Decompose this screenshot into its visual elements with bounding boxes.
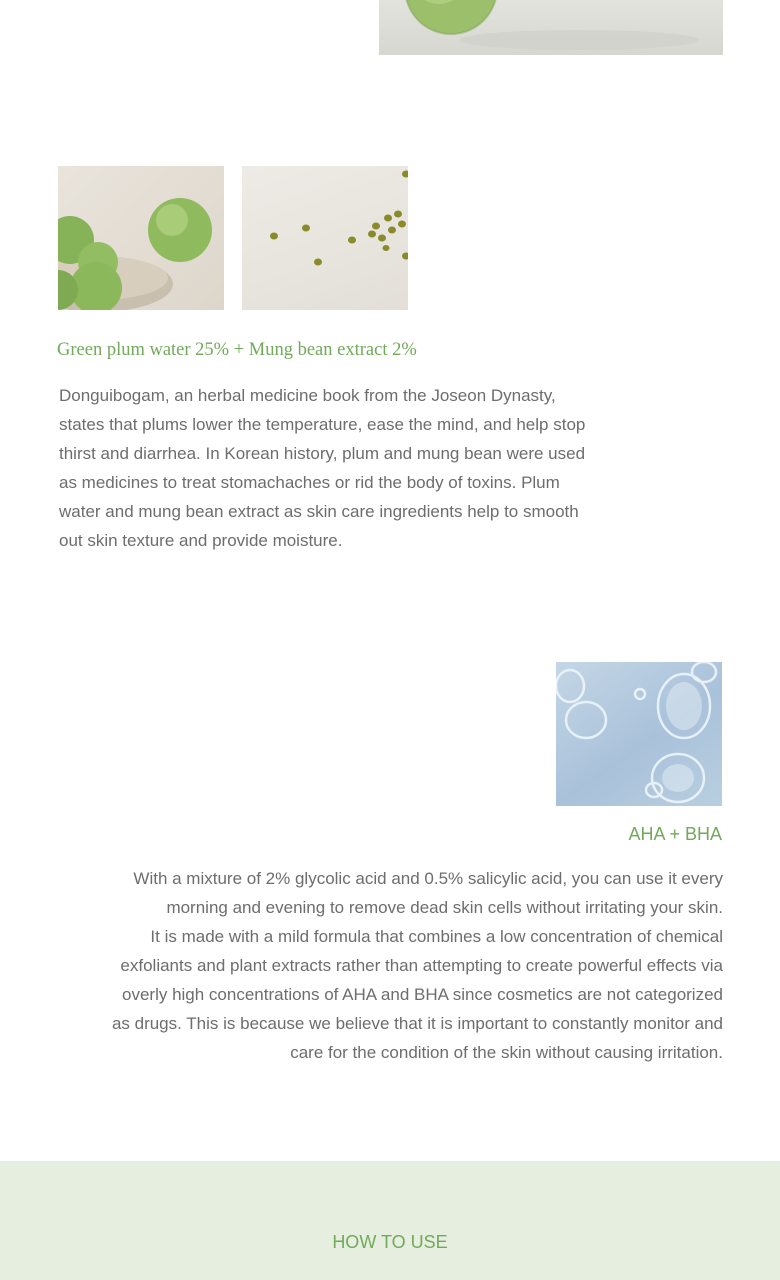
how-to-use-title: HOW TO USE — [332, 1232, 448, 1252]
hero-image — [379, 0, 723, 55]
description-line: care for the condition of the skin without causing irritation. — [290, 1043, 723, 1062]
water-bubbles-photo — [556, 662, 722, 806]
description-line: as drugs. This is because we believe that it is important to constantly monitor and — [111, 1014, 723, 1033]
mung-beans-photo — [242, 166, 408, 310]
description-line: It is made with a mild formula that combines a low concentration of chemical — [150, 927, 723, 946]
description-line: morning and evening to remove dead skin cells without irritating your skin. — [166, 898, 723, 917]
ingredient-title-green-plum: Green plum water 25% + Mung bean extract 2% — [57, 340, 417, 360]
how-to-use-section — [0, 1161, 780, 1280]
ingredient-description-green-plum: Donguibogam, an herbal medicine book from the Joseon Dynasty, states that plums lower the temperature, ease the mind, and help stop thirst and diarrhea. In Korean history, plum and mung bean were used as medicines to treat stomachaches or rid the body of toxins. Plum water and mung bean extract as skin care ingredients help to smooth out skin texture and provide moisture. — [59, 386, 586, 550]
plum-illustration — [379, 0, 723, 55]
ingredient-title-aha-bha: AHA + BHA — [628, 824, 722, 844]
description-line: With a mixture of 2% glycolic acid and 0.5% salicylic acid, you can use it every — [133, 869, 723, 888]
ingredient-description-aha-bha — [80, 864, 723, 1067]
description-line: overly high concentrations of AHA and BHA since cosmetics are not categorized — [122, 985, 723, 1004]
description-line: exfoliants and plant extracts rather than attempting to create powerful effects via — [120, 956, 723, 975]
green-plums-photo — [58, 166, 224, 310]
